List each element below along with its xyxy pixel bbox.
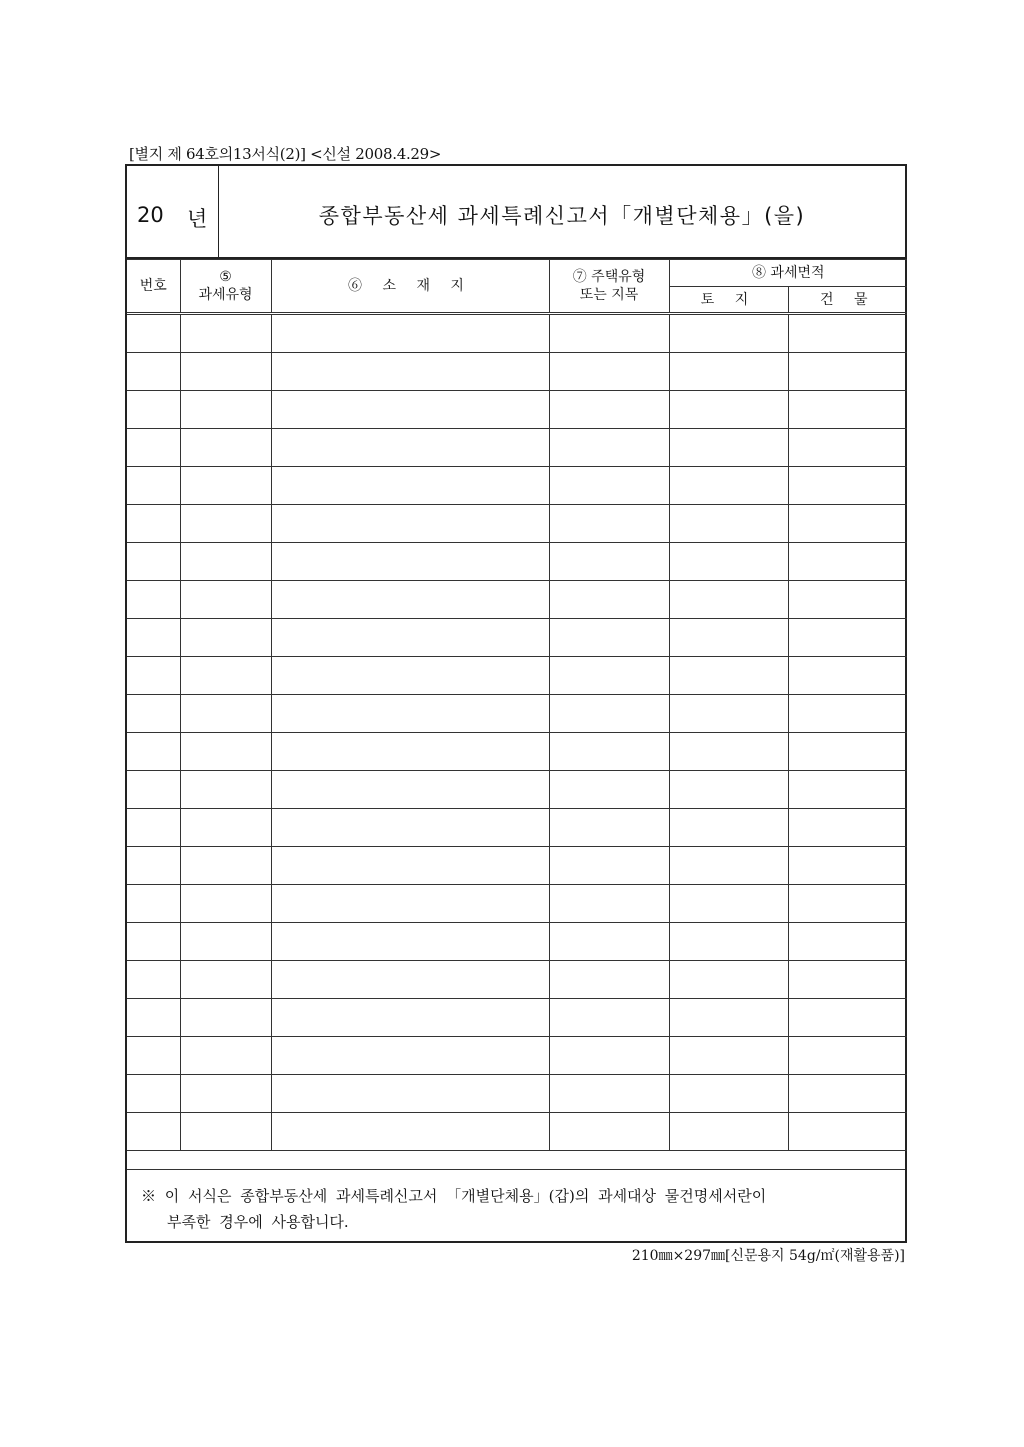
cell-land[interactable] xyxy=(669,923,788,961)
cell-number[interactable] xyxy=(127,619,180,657)
cell-building[interactable] xyxy=(788,961,907,999)
cell-location[interactable] xyxy=(271,733,549,771)
cell-housing-type[interactable] xyxy=(549,733,669,771)
cell-land[interactable] xyxy=(669,1113,788,1151)
cell-land[interactable] xyxy=(669,505,788,543)
cell-building[interactable] xyxy=(788,581,907,619)
cell-land[interactable] xyxy=(669,1037,788,1075)
table-row xyxy=(127,353,907,391)
cell-building[interactable] xyxy=(788,657,907,695)
cell-tax-type[interactable] xyxy=(180,885,271,923)
table-row xyxy=(127,847,907,885)
col-number-header: 번호 xyxy=(127,260,180,314)
cell-housing-type[interactable] xyxy=(549,619,669,657)
cell-building[interactable] xyxy=(788,429,907,467)
form-frame xyxy=(125,164,907,1243)
cell-building[interactable] xyxy=(788,353,907,391)
cell-number[interactable] xyxy=(127,771,180,809)
cell-tax-type[interactable] xyxy=(180,733,271,771)
cell-housing-type[interactable] xyxy=(549,314,669,353)
cell-number[interactable] xyxy=(127,1037,180,1075)
table-row xyxy=(127,543,907,581)
cell-tax-type[interactable] xyxy=(180,771,271,809)
location-label: ⑥ 소 재 지 xyxy=(348,278,472,294)
cell-location[interactable] xyxy=(271,1037,549,1075)
cell-building[interactable] xyxy=(788,847,907,885)
table-row xyxy=(127,885,907,923)
cell-location[interactable] xyxy=(271,695,549,733)
cell-location[interactable] xyxy=(271,543,549,581)
cell-tax-type[interactable] xyxy=(180,1113,271,1151)
cell-tax-type[interactable] xyxy=(180,543,271,581)
cell-building[interactable] xyxy=(788,505,907,543)
col-tax-type-header xyxy=(180,260,271,314)
cell-housing-type[interactable] xyxy=(549,391,669,429)
cell-location[interactable] xyxy=(271,1113,549,1151)
year-suffix: 년 xyxy=(187,207,208,231)
cell-location[interactable] xyxy=(271,771,549,809)
cell-housing-type[interactable] xyxy=(549,695,669,733)
table-row xyxy=(127,581,907,619)
year-cell xyxy=(127,166,219,257)
cell-building[interactable] xyxy=(788,999,907,1037)
cell-land[interactable] xyxy=(669,619,788,657)
cell-land[interactable] xyxy=(669,999,788,1037)
cell-land[interactable] xyxy=(669,847,788,885)
housing-type-line2: 또는 지목 xyxy=(579,287,639,303)
table-row xyxy=(127,923,907,961)
col-building-header xyxy=(788,287,907,314)
cell-location[interactable] xyxy=(271,467,549,505)
note-line-2: 부족한 경우에 사용합니다. xyxy=(167,1213,349,1231)
cell-housing-type[interactable] xyxy=(549,1075,669,1113)
tax-type-label: 과세유형 xyxy=(198,287,253,303)
cell-land[interactable] xyxy=(669,543,788,581)
cell-location[interactable] xyxy=(271,353,549,391)
cell-number[interactable] xyxy=(127,657,180,695)
cell-building[interactable] xyxy=(788,1113,907,1151)
cell-number[interactable] xyxy=(127,923,180,961)
table-row xyxy=(127,429,907,467)
cell-housing-type[interactable] xyxy=(549,1113,669,1151)
cell-tax-type[interactable] xyxy=(180,429,271,467)
cell-land[interactable] xyxy=(669,809,788,847)
cell-tax-type[interactable] xyxy=(180,314,271,353)
cell-tax-type[interactable] xyxy=(180,961,271,999)
cell-land[interactable] xyxy=(669,314,788,353)
cell-land[interactable] xyxy=(669,695,788,733)
cell-tax-type[interactable] xyxy=(180,847,271,885)
cell-housing-type[interactable] xyxy=(549,809,669,847)
cell-housing-type[interactable] xyxy=(549,505,669,543)
cell-housing-type[interactable] xyxy=(549,353,669,391)
cell-land[interactable] xyxy=(669,771,788,809)
cell-housing-type[interactable] xyxy=(549,999,669,1037)
cell-land[interactable] xyxy=(669,657,788,695)
cell-tax-type[interactable] xyxy=(180,695,271,733)
cell-location[interactable] xyxy=(271,923,549,961)
cell-tax-type[interactable] xyxy=(180,581,271,619)
table-row xyxy=(127,619,907,657)
title-row xyxy=(127,166,905,259)
cell-tax-type[interactable] xyxy=(180,923,271,961)
cell-housing-type[interactable] xyxy=(549,543,669,581)
cell-land[interactable] xyxy=(669,733,788,771)
cell-building[interactable] xyxy=(788,314,907,353)
land-label: 토 지 xyxy=(700,291,757,308)
table-row xyxy=(127,1075,907,1113)
table-row xyxy=(127,505,907,543)
cell-number[interactable] xyxy=(127,961,180,999)
property-table xyxy=(127,259,907,1151)
cell-tax-type[interactable] xyxy=(180,999,271,1037)
cell-location[interactable] xyxy=(271,581,549,619)
cell-tax-type[interactable] xyxy=(180,657,271,695)
cell-building[interactable] xyxy=(788,467,907,505)
cell-location[interactable] xyxy=(271,429,549,467)
cell-tax-type[interactable] xyxy=(180,1075,271,1113)
col-location-header xyxy=(271,260,549,314)
form-label: [별지 제 64호의13서식(2)] <신설 2008.4.29> xyxy=(129,145,442,163)
cell-location[interactable] xyxy=(271,657,549,695)
cell-land[interactable] xyxy=(669,961,788,999)
cell-tax-type[interactable] xyxy=(180,391,271,429)
table-row xyxy=(127,733,907,771)
cell-housing-type[interactable] xyxy=(549,1037,669,1075)
table-row xyxy=(127,999,907,1037)
cell-land[interactable] xyxy=(669,429,788,467)
cell-building[interactable] xyxy=(788,809,907,847)
cell-land[interactable] xyxy=(669,581,788,619)
note xyxy=(127,1169,905,1243)
col-taxable-area-header: ⑧ 과세면적 xyxy=(669,260,907,287)
building-label: 건 물 xyxy=(820,291,876,308)
cell-number[interactable] xyxy=(127,581,180,619)
cell-housing-type[interactable] xyxy=(549,657,669,695)
cell-number[interactable] xyxy=(127,543,180,581)
cell-building[interactable] xyxy=(788,771,907,809)
cell-housing-type[interactable] xyxy=(549,467,669,505)
cell-number[interactable] xyxy=(127,314,180,353)
cell-housing-type[interactable] xyxy=(549,771,669,809)
cell-building[interactable] xyxy=(788,885,907,923)
paper-spec: 210㎜×297㎜[신문용지 54g/㎡(재활용품)] xyxy=(631,1248,905,1264)
form-title: 종합부동산세 과세특례신고서「개별단체용」(을) xyxy=(318,204,806,228)
cell-building[interactable] xyxy=(788,619,907,657)
table-row xyxy=(127,314,907,353)
cell-number[interactable] xyxy=(127,1075,180,1113)
col-land-header xyxy=(669,287,788,314)
cell-number[interactable] xyxy=(127,467,180,505)
cell-tax-type[interactable] xyxy=(180,1037,271,1075)
cell-housing-type[interactable] xyxy=(549,961,669,999)
cell-tax-type[interactable] xyxy=(180,619,271,657)
cell-number[interactable] xyxy=(127,391,180,429)
cell-tax-type[interactable] xyxy=(180,353,271,391)
housing-type-line1: ⑦ 주택유형 xyxy=(572,269,646,285)
cell-location[interactable] xyxy=(271,961,549,999)
cell-land[interactable] xyxy=(669,391,788,429)
cell-land[interactable] xyxy=(669,885,788,923)
cell-tax-type[interactable] xyxy=(180,505,271,543)
cell-number[interactable] xyxy=(127,733,180,771)
table-row xyxy=(127,771,907,809)
header-row-1 xyxy=(127,260,907,287)
cell-location[interactable] xyxy=(271,505,549,543)
cell-building[interactable] xyxy=(788,733,907,771)
cell-number[interactable] xyxy=(127,999,180,1037)
cell-number[interactable] xyxy=(127,505,180,543)
cell-housing-type[interactable] xyxy=(549,429,669,467)
cell-land[interactable] xyxy=(669,353,788,391)
cell-location[interactable] xyxy=(271,314,549,353)
cell-building[interactable] xyxy=(788,1037,907,1075)
cell-housing-type[interactable] xyxy=(549,847,669,885)
col-housing-type-header xyxy=(549,260,669,314)
cell-tax-type[interactable] xyxy=(180,467,271,505)
cell-number[interactable] xyxy=(127,1113,180,1151)
cell-housing-type[interactable] xyxy=(549,885,669,923)
table-row xyxy=(127,467,907,505)
cell-land[interactable] xyxy=(669,467,788,505)
year-prefix: 20 xyxy=(137,203,164,227)
cell-number[interactable] xyxy=(127,847,180,885)
cell-number[interactable] xyxy=(127,429,180,467)
cell-location[interactable] xyxy=(271,619,549,657)
table-row xyxy=(127,391,907,429)
cell-number[interactable] xyxy=(127,695,180,733)
cell-tax-type[interactable] xyxy=(180,809,271,847)
table-row xyxy=(127,695,907,733)
cell-number[interactable] xyxy=(127,353,180,391)
note-line-1: ※ 이 서식은 종합부동산세 과세특례신고서 「개별단체용」(갑)의 과세대상 물건명세서란이 xyxy=(141,1187,767,1205)
table-row xyxy=(127,657,907,695)
cell-number[interactable] xyxy=(127,809,180,847)
cell-location[interactable] xyxy=(271,999,549,1037)
cell-location[interactable] xyxy=(271,391,549,429)
cell-number[interactable] xyxy=(127,885,180,923)
cell-building[interactable] xyxy=(788,1075,907,1113)
table-row xyxy=(127,809,907,847)
cell-building[interactable] xyxy=(788,543,907,581)
cell-housing-type[interactable] xyxy=(549,581,669,619)
table-row xyxy=(127,961,907,999)
cell-location[interactable] xyxy=(271,847,549,885)
cell-location[interactable] xyxy=(271,885,549,923)
cell-location[interactable] xyxy=(271,1075,549,1113)
cell-building[interactable] xyxy=(788,391,907,429)
cell-building[interactable] xyxy=(788,923,907,961)
cell-location[interactable] xyxy=(271,809,549,847)
cell-land[interactable] xyxy=(669,1075,788,1113)
cell-building[interactable] xyxy=(788,695,907,733)
table-row xyxy=(127,1113,907,1151)
table-row xyxy=(127,1037,907,1075)
cell-housing-type[interactable] xyxy=(549,923,669,961)
tax-type-mark: ⑤ xyxy=(219,269,232,285)
